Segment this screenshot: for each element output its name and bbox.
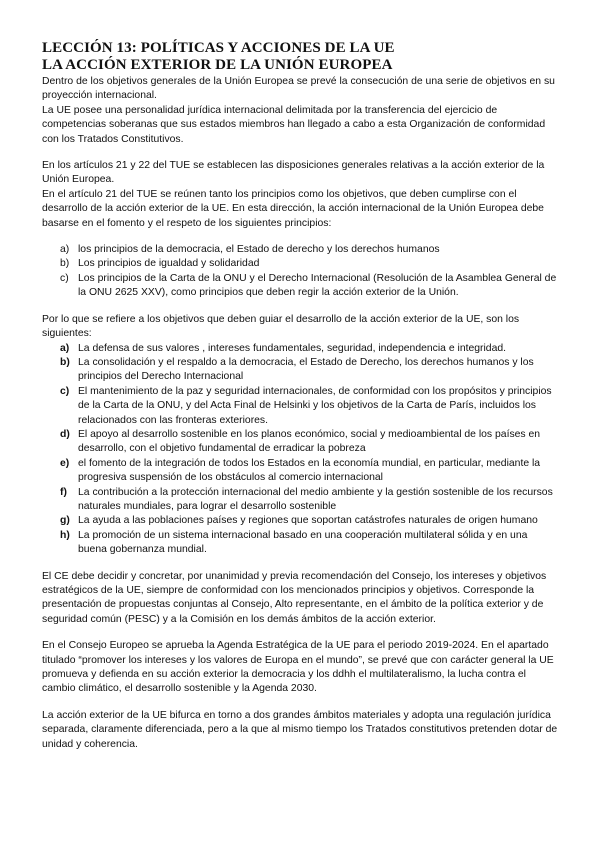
list-item-label: h): [60, 529, 70, 541]
list-item-label: b): [60, 258, 70, 270]
final-paragraph: La acción exterior de la UE bifurca en torno a dos grandes ámbitos materiales y adopta una regulación jurídica separada, claramente diferenciada, pero a la que al mismo tiempo los Tratados constitutivos pretenden dotar de unidad y coherencia.: [42, 709, 558, 750]
list-item-text: El mantenimiento de la paz y seguridad internacionales, de conformidad con los propósitos y principios de la Carta de la ONU, y del Acta Final de Helsinki y los objetivos de la Carta de París, incluidos los relacionados con las fronteras exteriores.: [78, 385, 552, 426]
list-item-text: La promoción de un sistema internacional basado en una cooperación multilateral sólida y en una buena gobernanza mundial.: [78, 529, 528, 556]
page-title: [42, 40, 558, 74]
list-item: [42, 428, 558, 457]
list-item: [42, 356, 558, 385]
list-item-text: los principios de la democracia, el Estado de derecho y los derechos humanos: [78, 244, 440, 256]
list-item-label: d): [60, 428, 70, 440]
intro-paragraph-1: Dentro de los objetivos generales de la Unión Europea se prevé la consecución de una serie de objetivos en su proyección internacional.: [42, 76, 555, 102]
list-item-label: c): [60, 385, 70, 397]
list-item-text: La ayuda a las poblaciones países y regiones que soportan catástrofes naturales de origen humano: [78, 515, 538, 527]
list-item: [42, 272, 558, 301]
list-item-label: g): [60, 515, 70, 527]
list-item-label: f): [60, 486, 67, 498]
articles-paragraph-2: En el artículo 21 del TUE se reúnen tanto los principios como los objetivos, que deben cumplirse con el desarrollo de la acción exterior de la UE. En esta dirección, la acción internacional de la Unión Europea debe basarse en el fomento y el respeto de los siguientes principios:: [42, 188, 544, 229]
list-item: [42, 385, 558, 428]
title-line-1: LECCIÓN 13: POLÍTICAS Y ACCIONES DE LA UE: [42, 40, 395, 56]
list-item: [42, 257, 558, 271]
list-item-label: b): [60, 356, 70, 368]
list-item-text: El apoyo al desarrollo sostenible en los planos económico, social y medioambiental de los países en desarrollo, con el objetivo fundamental de erradicar la pobreza: [78, 428, 541, 455]
list-item-label: e): [60, 457, 70, 469]
articles-paragraph-1: En los artículos 21 y 22 del TUE se establecen las disposiciones generales relativas a la acción exterior de la Unión Europea.: [42, 160, 545, 186]
list-item: [42, 514, 558, 528]
list-item-text: Los principios de la Carta de la ONU y el Derecho Internacional (Resolución de la Asamblea General de la ONU 2625 XXV), como principios que deben regir la acción exterior de la Unión.: [78, 272, 557, 299]
list-item-text: La defensa de sus valores , intereses fundamentales, seguridad, independencia e integridad.: [78, 342, 507, 354]
list-item-text: Los principios de igualdad y solidaridad: [78, 258, 260, 270]
title-line-2: LA ACCIÓN EXTERIOR DE LA UNIÓN EUROPEA: [42, 57, 393, 73]
ce-paragraph: El CE debe decidir y concretar, por unanimidad y previa recomendación del Consejo, los intereses y objetivos estratégicos de la UE, siempre de conformidad con los mencionados principios y objetivos. Corresponde la presentación de propuestas conjuntas al Consejo, Alto representante, en el ámbito de la política exterior y de seguridad común (PESC) y a la Comisión en los demás ámbitos de la acción exterior.: [42, 570, 547, 625]
list-item: [42, 342, 558, 356]
list-item-label: a): [60, 244, 70, 256]
intro-paragraph-2: La UE posee una personalidad jurídica internacional delimitada por la transferencia del ejercicio de competencias soberanas que sus estados miembros han llegado a cabo a esta Organización de conformidad con los Tratados Constitutivos.: [42, 104, 546, 145]
list-item: [42, 486, 558, 515]
list-item-text: La consolidación y el respaldo a la democracia, el Estado de Derecho, los derechos humanos y los principios del Derecho Internacional: [78, 356, 534, 383]
principles-list: [42, 243, 558, 301]
objectives-list: [42, 342, 558, 558]
list-item-text: el fomento de la integración de todos los Estados en la economía mundial, en particular, mediante la progresiva suspensión de los obstáculos al comercio internacional: [78, 457, 541, 484]
agenda-paragraph: En el Consejo Europeo se aprueba la Agenda Estratégica de la UE para el periodo 2019-2024. En el apartado titulado “promover los intereses y los valores de Europa en el mundo”, se prevé que con carácter general la UE promueva y defienda en su acción exterior la democracia y los ddhh el multilateralismo, la lucha contra el cambio climático, el desarrollo sostenible y la Agenda 2030.: [42, 640, 554, 695]
list-item: [42, 457, 558, 486]
list-item: [42, 529, 558, 558]
list-item-text: La contribución a la protección internacional del medio ambiente y la gestión sostenible de los recursos naturales mundiales, para lograr el desarrollo sostenible: [78, 486, 553, 512]
list-item-label: c): [60, 272, 69, 284]
list-item-label: a): [60, 342, 70, 354]
list-item: [42, 243, 558, 257]
objectives-intro: Por lo que se refiere a los objetivos que deben guiar el desarrollo de la acción exterior de la UE, son los siguientes:: [42, 313, 520, 340]
